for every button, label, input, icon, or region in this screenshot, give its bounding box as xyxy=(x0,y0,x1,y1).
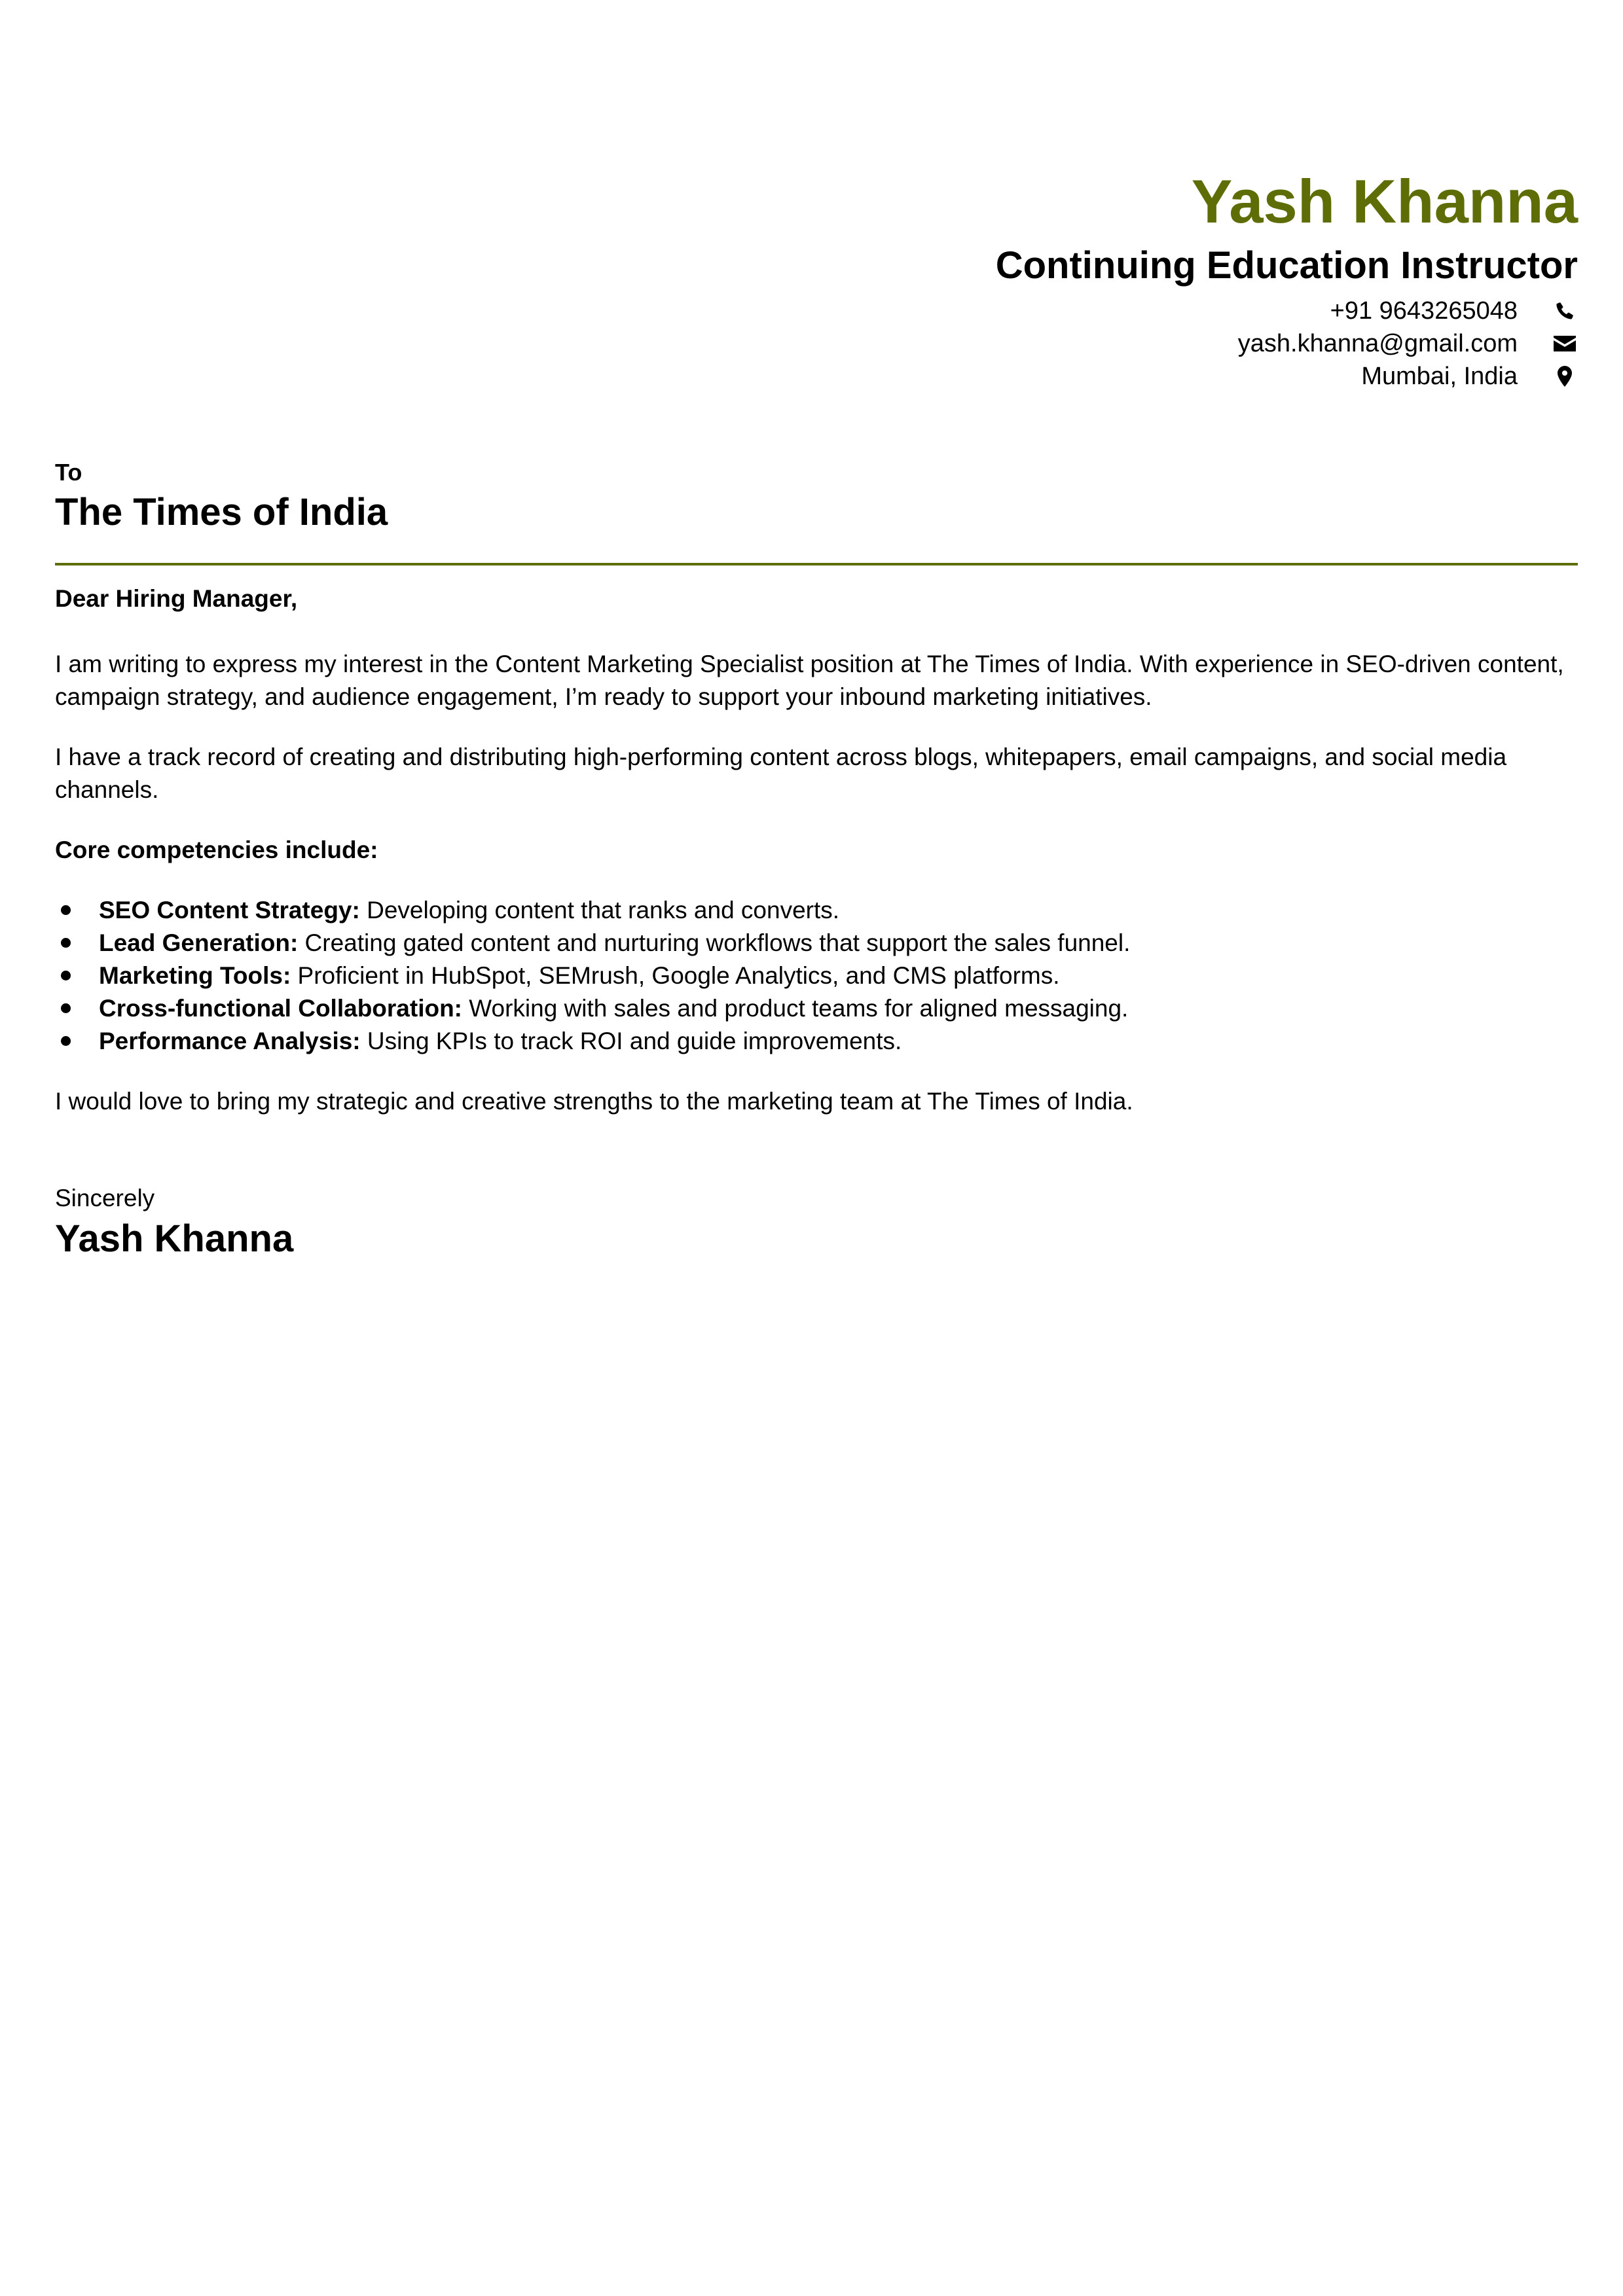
to-label: To xyxy=(55,459,82,486)
bullet-icon xyxy=(61,1003,71,1013)
cover-letter-page xyxy=(55,0,1578,2296)
competency-text: Using KPIs to track ROI and guide improvements. xyxy=(360,1028,902,1054)
bullet-icon xyxy=(61,1036,71,1046)
contact-email-row xyxy=(996,327,1578,360)
closing-block xyxy=(55,1182,293,1263)
competency-label: Lead Generation: xyxy=(99,929,299,956)
competency-text: Working with sales and product teams for aligned messaging. xyxy=(462,995,1129,1022)
map-marker-icon xyxy=(1552,363,1578,389)
competencies-heading: Core competencies include: xyxy=(55,836,378,863)
list-item xyxy=(55,992,1578,1025)
bullet-icon xyxy=(61,905,71,915)
contact-location: Mumbai, India xyxy=(1361,363,1518,390)
paragraph-experience: I have a track record of creating and distributing high-performing content across blogs, whitepapers, email campaigns, and social media channels. xyxy=(55,744,1507,803)
bullet-icon xyxy=(61,938,71,948)
applicant-name: Yash Khanna xyxy=(1191,167,1578,236)
list-item xyxy=(55,1025,1578,1058)
contact-info xyxy=(996,295,1578,393)
competencies-list xyxy=(55,894,1578,1058)
paragraph-closing: I would love to bring my strategic and creative strengths to the marketing team at The Times of India. xyxy=(55,1088,1133,1115)
applicant-job-title: Continuing Education Instructor xyxy=(995,244,1578,287)
competency-text: Developing content that ranks and converts. xyxy=(359,897,840,924)
list-item xyxy=(55,894,1578,927)
contact-location-row xyxy=(996,360,1578,393)
competency-text: Creating gated content and nurturing workflows that support the sales funnel. xyxy=(298,929,1131,956)
sign-off: Sincerely xyxy=(55,1185,155,1211)
salutation: Dear Hiring Manager, xyxy=(55,585,298,612)
envelope-icon xyxy=(1552,331,1578,357)
paragraph-intro: I am writing to express my interest in the Content Marketing Specialist position at The Times of India. With experience in SEO-driven content, campaign strategy, and audience engagement, I’m ready to support your inbound marketing initiatives. xyxy=(55,651,1564,710)
letter-header xyxy=(996,162,1578,393)
list-item xyxy=(55,927,1578,960)
letter-body xyxy=(55,583,1578,1145)
competency-label: Performance Analysis: xyxy=(99,1028,361,1054)
recipient-company: The Times of India xyxy=(55,491,388,533)
header-divider xyxy=(55,563,1578,565)
competency-text: Proficient in HubSpot, SEMrush, Google Analytics, and CMS platforms. xyxy=(291,962,1060,989)
competency-label: Marketing Tools: xyxy=(99,962,291,989)
bullet-icon xyxy=(61,971,71,980)
competency-label: Cross-functional Collaboration: xyxy=(99,995,462,1022)
competency-label: SEO Content Strategy: xyxy=(99,897,360,924)
list-item xyxy=(55,960,1578,992)
contact-email[interactable]: yash.khanna@gmail.com xyxy=(1237,330,1518,357)
contact-phone: +91 9643265048 xyxy=(1330,297,1518,325)
phone-icon xyxy=(1552,298,1578,324)
contact-phone-row xyxy=(996,295,1578,327)
signature-name: Yash Khanna xyxy=(55,1217,294,1260)
recipient-block xyxy=(55,457,388,537)
